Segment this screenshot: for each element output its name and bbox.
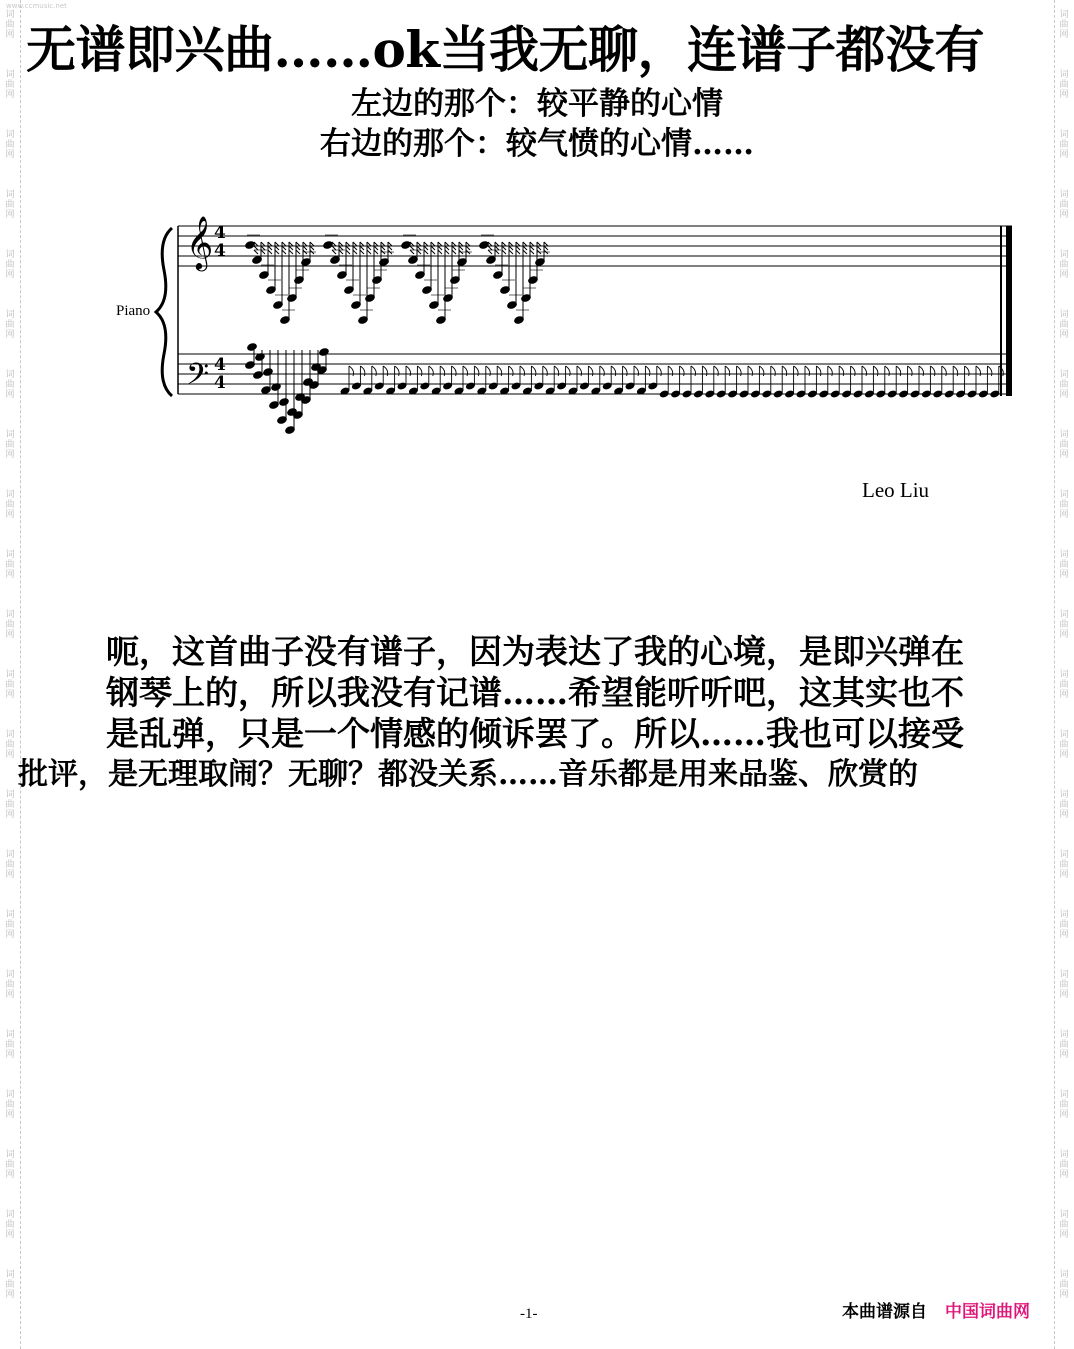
note-flag xyxy=(303,242,307,246)
note-flag xyxy=(530,250,534,254)
treble-time-sig-bottom: 4 xyxy=(214,241,226,261)
note-flag xyxy=(261,246,265,250)
watermark-glyphs: 词 曲 网 xyxy=(5,70,15,100)
note-flag xyxy=(445,246,449,250)
watermark-glyphs: 词 曲 网 xyxy=(5,430,15,460)
watermark-glyphs: 词 曲 网 xyxy=(1059,10,1069,40)
subtitle-calm: 左边的那个：较平静的心情 xyxy=(351,86,723,122)
note-flag xyxy=(438,250,442,254)
note-flag xyxy=(452,246,456,250)
note-flag xyxy=(360,242,364,246)
watermark-glyphs: 词 曲 网 xyxy=(1059,1270,1069,1300)
note-flag xyxy=(346,250,350,254)
note-flag xyxy=(516,242,520,246)
note-flag xyxy=(438,246,442,250)
note-flag xyxy=(537,246,541,250)
note-flag xyxy=(516,250,520,254)
note-flag xyxy=(445,250,449,254)
watermark-glyphs: 词 曲 网 xyxy=(5,610,15,640)
note-flag xyxy=(459,242,463,246)
grand-staff-brace xyxy=(156,228,172,396)
note-flag xyxy=(374,246,378,250)
note-flag xyxy=(346,242,350,246)
note-flag xyxy=(310,246,314,250)
description-line-4: 批评，是无理取闹？无聊？都没关系……音乐都是用来品鉴、欣赏的 xyxy=(18,757,918,792)
note-flag xyxy=(360,250,364,254)
note-flag xyxy=(289,242,293,246)
note-flag xyxy=(537,242,541,246)
note-flag xyxy=(516,246,520,250)
note-flag xyxy=(523,242,527,246)
treble-note-cluster xyxy=(244,235,550,325)
note-head xyxy=(244,240,256,250)
watermark-glyphs: 词 曲 网 xyxy=(1059,70,1069,100)
watermark-glyphs: 词 曲 网 xyxy=(5,370,15,400)
watermark-glyphs: 词 曲 网 xyxy=(5,310,15,340)
note-flag xyxy=(381,242,385,246)
watermark-glyphs: 词 曲 网 xyxy=(5,550,15,580)
note-flag xyxy=(296,246,300,250)
note-flag xyxy=(339,246,343,250)
note-flag xyxy=(509,250,513,254)
note-flag xyxy=(509,246,513,250)
note-flag xyxy=(254,250,258,254)
note-flag xyxy=(268,246,272,250)
bass-clef-icon: 𝄢 xyxy=(186,358,210,399)
watermark-glyphs: 词 曲 网 xyxy=(1059,490,1069,520)
note-flag xyxy=(544,242,548,246)
note-flag xyxy=(424,250,428,254)
score-svg xyxy=(100,200,1030,460)
note-flag xyxy=(339,250,343,254)
watermark-glyphs: 词 曲 网 xyxy=(1059,670,1069,700)
watermark-glyphs: 词 曲 网 xyxy=(1059,970,1069,1000)
watermark-glyphs: 词 曲 网 xyxy=(5,790,15,820)
note-flag xyxy=(488,250,492,254)
note-flag xyxy=(523,246,527,250)
instrument-label: Piano xyxy=(116,303,151,319)
note-flag xyxy=(367,246,371,250)
final-barline-thick xyxy=(1006,226,1012,396)
note-flag xyxy=(502,250,506,254)
note-flag xyxy=(431,242,435,246)
watermark-glyphs: 词 曲 网 xyxy=(1059,250,1069,280)
note-flag xyxy=(353,246,357,250)
note-flag xyxy=(417,250,421,254)
note-flag xyxy=(530,246,534,250)
note-flag xyxy=(261,250,265,254)
note-flag xyxy=(367,242,371,246)
subtitle-angry: 右边的那个：较气愤的心情…… xyxy=(320,126,754,162)
note-flag xyxy=(353,250,357,254)
note-flag xyxy=(417,242,421,246)
watermark-glyphs: 词 曲 网 xyxy=(5,1090,15,1120)
watermark-glyphs: 词 曲 网 xyxy=(5,1150,15,1180)
source-brand[interactable]: 中国词曲网 xyxy=(945,1302,1030,1322)
page-number: -1- xyxy=(520,1306,538,1322)
watermark-glyphs: 词 曲 网 xyxy=(5,1210,15,1240)
note-flag xyxy=(502,246,506,250)
bass-time-sig-bottom: 4 xyxy=(214,373,226,393)
note-flag xyxy=(495,250,499,254)
note-flag xyxy=(275,242,279,246)
note-flag xyxy=(466,242,470,246)
note-head xyxy=(270,382,282,392)
watermark-glyphs: 词 曲 网 xyxy=(5,730,15,760)
watermark-glyphs: 词 曲 网 xyxy=(5,910,15,940)
watermark-glyphs: 词 曲 网 xyxy=(1059,430,1069,460)
note-flag xyxy=(296,242,300,246)
note-flag xyxy=(431,250,435,254)
note-head xyxy=(322,240,334,250)
watermark-glyphs: 词 曲 网 xyxy=(5,1270,15,1300)
note-flag xyxy=(275,250,279,254)
note-flag xyxy=(282,246,286,250)
note-flag xyxy=(495,246,499,250)
note-flag xyxy=(268,242,272,246)
note-flag xyxy=(459,246,463,250)
note-flag xyxy=(374,250,378,254)
note-flag xyxy=(332,246,336,250)
watermark-glyphs: 词 曲 网 xyxy=(1059,550,1069,580)
note-head xyxy=(318,347,330,357)
note-flag xyxy=(275,246,279,250)
note-flag xyxy=(381,246,385,250)
watermark-glyphs: 词 曲 网 xyxy=(1059,1030,1069,1060)
note-head xyxy=(262,367,274,377)
description-line-3: 是乱弹，只是一个情感的倾诉罢了。所以……我也可以接受 xyxy=(106,714,964,753)
watermark-glyphs: 词 曲 网 xyxy=(5,670,15,700)
watermark-glyphs: 词 曲 网 xyxy=(5,130,15,160)
note-flag xyxy=(339,242,343,246)
note-flag xyxy=(544,246,548,250)
note-flag xyxy=(410,250,414,254)
note-flag xyxy=(452,250,456,254)
bass-time-sig-top: 4 xyxy=(214,355,226,375)
note-flag xyxy=(367,250,371,254)
note-flag xyxy=(438,242,442,246)
note-flag xyxy=(289,246,293,250)
watermark-glyphs: 词 曲 网 xyxy=(1059,730,1069,760)
note-flag xyxy=(303,246,307,250)
note-flag xyxy=(431,246,435,250)
note-flag xyxy=(374,242,378,246)
note-head xyxy=(400,240,412,250)
watermark-glyphs: 词 曲 网 xyxy=(5,250,15,280)
watermark-glyphs: 词 曲 网 xyxy=(1059,310,1069,340)
note-flag xyxy=(332,250,336,254)
composer-name: Leo Liu xyxy=(862,478,930,502)
watermark-glyphs: 词 曲 网 xyxy=(1059,370,1069,400)
note-flag xyxy=(424,242,428,246)
treble-clef-icon: 𝄞 xyxy=(186,215,214,269)
note-flag xyxy=(466,246,470,250)
note-flag xyxy=(488,246,492,250)
watermark-glyphs: 词 曲 网 xyxy=(5,190,15,220)
note-flag xyxy=(410,246,414,250)
note-head xyxy=(478,240,490,250)
watermark-glyphs: 词 曲 网 xyxy=(1059,610,1069,640)
source-credit xyxy=(842,1297,1030,1322)
note-flag xyxy=(282,242,286,246)
note-flag xyxy=(509,242,513,246)
note-flag xyxy=(268,250,272,254)
source-label: 本曲谱源自 xyxy=(842,1302,927,1322)
watermark-glyphs: 词 曲 网 xyxy=(1059,1090,1069,1120)
note-flag xyxy=(445,242,449,246)
note-flag xyxy=(353,242,357,246)
note-flag xyxy=(254,246,258,250)
watermark-glyphs: 词 曲 网 xyxy=(1059,790,1069,820)
watermark-glyphs: 词 曲 网 xyxy=(5,1030,15,1060)
watermark-glyphs: 词 曲 网 xyxy=(5,10,15,40)
note-flag xyxy=(452,242,456,246)
page-title: 无谱即兴曲……ok当我无聊，连谱子都没有 xyxy=(26,20,984,79)
final-barline-thin xyxy=(1000,226,1002,396)
watermark-glyphs: 词 曲 网 xyxy=(1059,850,1069,880)
watermark-glyphs: 词 曲 网 xyxy=(5,850,15,880)
watermark-glyphs: 词 曲 网 xyxy=(5,970,15,1000)
note-flag xyxy=(388,246,392,250)
bass-note-run xyxy=(244,342,1003,435)
note-head xyxy=(254,352,266,362)
top-watermark-url: www.ccmusic.net xyxy=(6,2,67,10)
note-head xyxy=(246,342,258,352)
watermark-glyphs: 词 曲 网 xyxy=(1059,910,1069,940)
note-flag xyxy=(360,246,364,250)
note-flag xyxy=(282,250,286,254)
note-flag xyxy=(261,242,265,246)
watermark-glyphs: 词 曲 网 xyxy=(1059,1210,1069,1240)
note-head xyxy=(278,397,290,407)
note-flag xyxy=(530,242,534,246)
note-flag xyxy=(310,242,314,246)
note-flag xyxy=(289,250,293,254)
watermark-glyphs: 词 曲 网 xyxy=(5,490,15,520)
watermark-glyphs: 词 曲 网 xyxy=(1059,130,1069,160)
note-flag xyxy=(296,250,300,254)
description-line-1: 呃，这首曲子没有谱子，因为表达了我的心境，是即兴弹在 xyxy=(106,632,964,671)
description-line-2: 钢琴上的，所以我没有记谱……希望能听听吧，这其实也不 xyxy=(106,673,964,712)
treble-time-sig-top: 4 xyxy=(214,223,226,243)
piano-score xyxy=(100,200,1030,460)
note-flag xyxy=(523,250,527,254)
note-flag xyxy=(424,246,428,250)
note-flag xyxy=(502,242,506,246)
watermark-glyphs: 词 曲 网 xyxy=(1059,190,1069,220)
note-flag xyxy=(388,242,392,246)
note-flag xyxy=(417,246,421,250)
watermark-glyphs: 词 曲 网 xyxy=(1059,1150,1069,1180)
note-flag xyxy=(346,246,350,250)
note-flag xyxy=(495,242,499,246)
